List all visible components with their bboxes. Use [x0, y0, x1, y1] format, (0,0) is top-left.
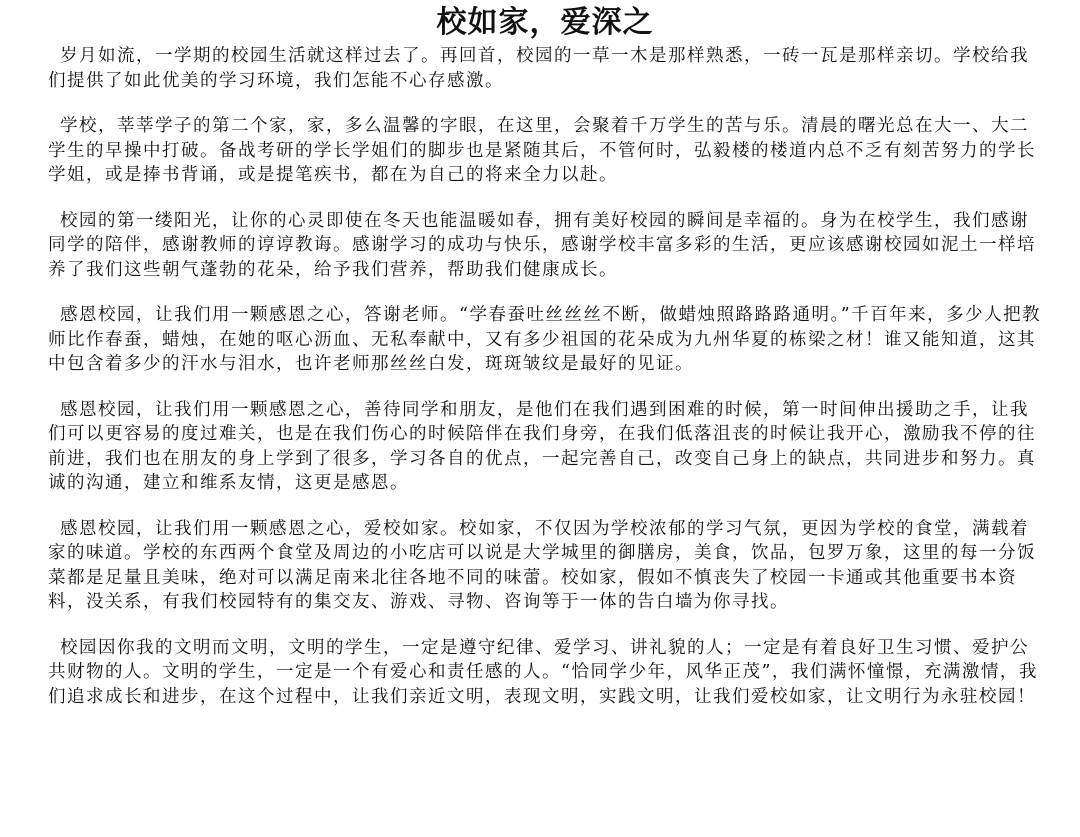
paragraph-4: 感恩校园，让我们用一颗感恩之心，答谢老师。“学春蚕吐丝丝丝不断，做蜡烛照路路路通明。”千百年来，多少人把教师比作春蚕，蜡烛，在她的呕心沥血、无私奉献中，又有多少祖国的花朵成为九州华夏的栋梁之材！谁又能知道，这其中包含着多少的汗水与泪水，也许老师那丝丝白发，斑斑皱纹是最好的见证。 [48, 305, 1042, 374]
page-title: 校如家，爱深之 [436, 5, 654, 40]
paragraph-7: 校园因你我的文明而文明，文明的学生，一定是遵守纪律、爱学习、讲礼貌的人；一定是有着良好卫生习惯、爱护公共财物的人。文明的学生，一定是一个有爱心和责任感的人。“恰同学少年，风华正茂”，我们满怀憧憬，充满激情，我们追求成长和进步，在这个过程中，让我们亲近文明，表现文明，实践文明，让我们爱校如家，让文明行为永驻校园！ [48, 637, 1038, 707]
paragraph-6: 感恩校园，让我们用一颗感恩之心，爱校如家。校如家，不仅因为学校浓郁的学习气氛，更因为学校的食堂，满载着家的味道。学校的东西两个食堂及周边的小吃店可以说是大学城里的御膳房，美食，饮品，包罗万象，这里的每一分饭菜都是足量且美味，绝对可以满足南来北往各地不同的味蕾。校如家，假如不慎丧失了校园一卡通或其他重要书本资料，没关系，有我们校园特有的集交友、游戏、寻物、咨询等于一体的告白墙为你寻找。 [48, 518, 1036, 612]
paragraph-5: 感恩校园，让我们用一颗感恩之心，善待同学和朋友，是他们在我们遇到困难的时候，第一时间伸出援助之手，让我们可以更容易的度过难关，也是在我们伤心的时候陪伴在我们身旁，在我们低落沮丧的时候让我开心，激励我不停的往前进，我们也在朋友的身上学到了很多，学习各自的优点，一起完善自己，改变自己身上的缺点，共同进步和努力。真诚的沟通，建立和维系友情，这更是感恩。 [48, 399, 1036, 493]
paragraph-2: 学校，莘莘学子的第二个家，家，多么温馨的字眼，在这里，会聚着千万学生的苦与乐。清晨的曙光总在大一、大二学生的早操中打破。备战考研的学长学姐们的脚步也是紧随其后，不管何时，弘毅楼的楼道内总不乏有刻苦努力的学长学姐，或是捧书背诵，或是提笔疾书，都在为自己的将来全力以赴。 [48, 116, 1036, 185]
paragraph-3: 校园的第一缕阳光，让你的心灵即使在冬天也能温暖如春，拥有美好校园的瞬间是幸福的。身为在校学生，我们感谢同学的陪伴，感谢教师的谆谆教诲。感谢学习的成功与快乐，感谢学校丰富多彩的生活，更应该感谢校园如泥土一样培养了我们这些朝气蓬勃的花朵，给予我们营养，帮助我们健康成长。 [48, 210, 1036, 280]
paragraph-1: 岁月如流，一学期的校园生活就这样过去了。再回首，校园的一草一木是那样熟悉，一砖一瓦是那样亲切。学校给我们提供了如此优美的学习环境，我们怎能不心存感激。 [48, 46, 1029, 91]
